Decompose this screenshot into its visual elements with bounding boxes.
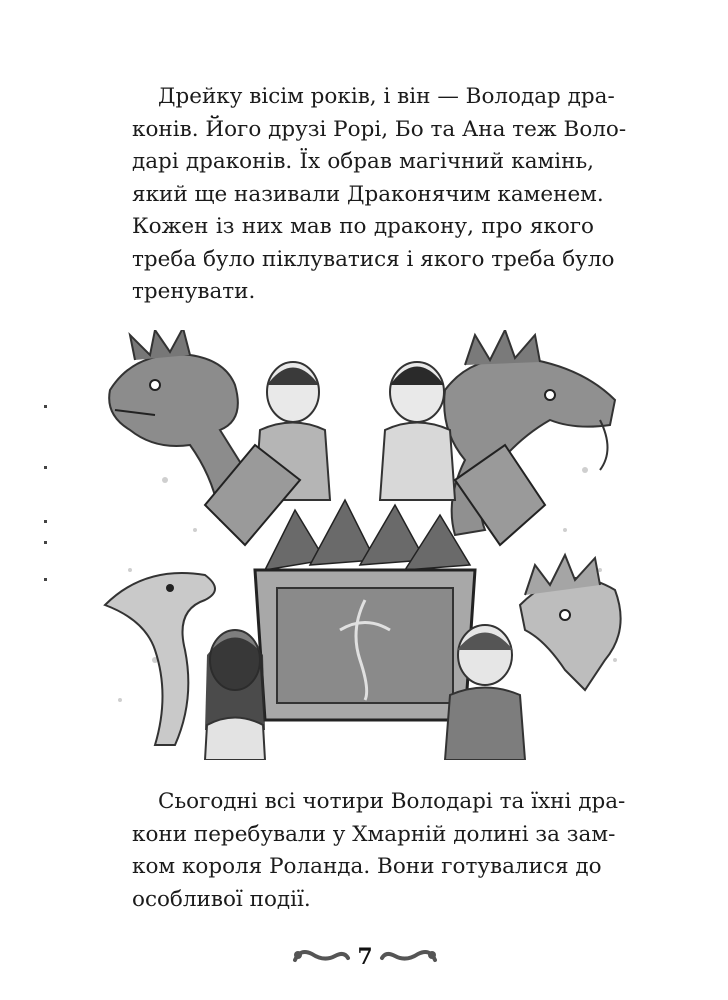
text-line: ком короля Роланда. Вони готувалися до bbox=[132, 854, 602, 879]
dragon-masters-illustration bbox=[95, 330, 635, 760]
crop-mark-4 bbox=[44, 541, 47, 544]
text-line: Кожен із них мав по дракону, про якого bbox=[132, 214, 594, 239]
crop-mark-5 bbox=[44, 578, 47, 581]
text-line: який ще називали Драконячим каменем. bbox=[132, 181, 604, 207]
page-folio bbox=[290, 940, 440, 974]
boy-character-figure bbox=[380, 362, 455, 500]
crop-mark-1 bbox=[44, 405, 47, 408]
crop-mark-2 bbox=[44, 466, 47, 469]
text-line: Сьогодні всі чотири Володарі та їхні дра- bbox=[158, 789, 626, 814]
text-line: тренувати. bbox=[132, 279, 256, 304]
text-line: Дрейку вісім років, і він — Володар дра- bbox=[158, 84, 615, 109]
text-line: дарі драконів. Їх обрав магічний камінь, bbox=[132, 149, 594, 174]
treasure-chest bbox=[255, 570, 475, 720]
page-number: 7 bbox=[357, 944, 373, 970]
crop-mark-3 bbox=[44, 520, 47, 523]
paragraph-intro bbox=[132, 81, 627, 309]
text-line: конів. Його друзі Рорі, Бо та Ана теж Воло- bbox=[132, 116, 627, 142]
text-line: треба було піклуватися і якого треба було bbox=[132, 246, 615, 272]
ana-character-figure bbox=[205, 630, 265, 760]
text-line: особливої події. bbox=[132, 886, 311, 912]
snake-dragon-figure bbox=[105, 573, 215, 745]
spiked-dragon-figure bbox=[520, 555, 621, 690]
dragon-stone-crystals bbox=[265, 500, 470, 570]
paragraph-valley bbox=[132, 786, 626, 916]
text-line: кони перебували у Хмарній долині за зам- bbox=[132, 821, 616, 847]
